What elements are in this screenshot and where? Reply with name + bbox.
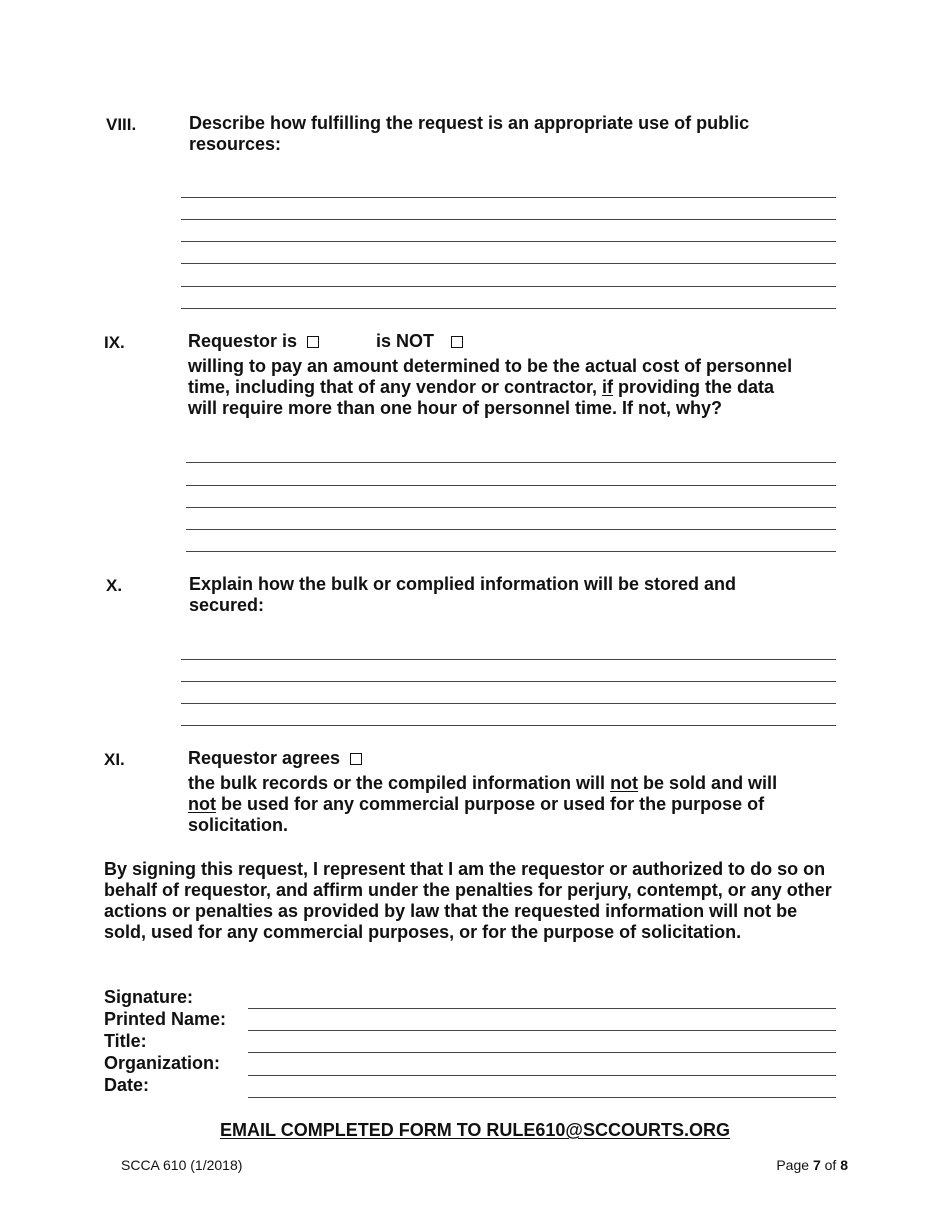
section-number-viii: VIII.	[106, 115, 137, 134]
title-line[interactable]	[248, 1052, 836, 1053]
answer-line[interactable]	[181, 703, 836, 704]
section-x-prompt: Explain how the bulk or complied information will be stored and secured:	[189, 574, 737, 615]
date-line[interactable]	[248, 1097, 836, 1098]
page-current: 7	[812, 1157, 821, 1173]
answer-line[interactable]	[186, 485, 836, 486]
section-xi-line-2	[188, 794, 848, 815]
answer-line[interactable]	[181, 681, 836, 682]
section-xi-line-1	[188, 773, 848, 794]
printed-name-line[interactable]	[248, 1030, 836, 1031]
signature-line[interactable]	[248, 1008, 836, 1009]
answer-line[interactable]	[186, 551, 836, 552]
email-notice-text: EMAIL COMPLETED FORM TO RULE610@SCCOURTS.ORG	[220, 1120, 730, 1140]
is-not-label: is NOT	[376, 331, 435, 351]
is-not-row	[376, 331, 463, 352]
section-number-x: X.	[106, 576, 123, 595]
organization-label: Organization:	[104, 1053, 220, 1073]
form-id: SCCA 610 (1/2018)	[121, 1157, 243, 1173]
answer-line[interactable]	[186, 462, 836, 463]
requestor-is-checkbox[interactable]	[307, 336, 319, 348]
section-xi-line-2-end: be used for any commercial purpose or used for the purpose of	[215, 794, 765, 814]
section-xi-line-3: solicitation.	[188, 815, 289, 835]
answer-line[interactable]	[181, 659, 836, 660]
page-total: 8	[840, 1157, 848, 1173]
underlined-not: not	[610, 773, 639, 793]
answer-line[interactable]	[181, 263, 836, 264]
date-label: Date:	[104, 1075, 150, 1095]
email-instruction	[0, 1120, 950, 1141]
requestor-agrees-checkbox[interactable]	[350, 753, 362, 765]
section-ix-line-3: will require more than one hour of personnel time. If not, why?	[188, 398, 723, 418]
section-ix-line-1: willing to pay an amount determined to be the actual cost of personnel	[188, 356, 793, 376]
section-ix-line-2-end: providing the data	[613, 377, 775, 397]
section-ix-line-2-start: time, including that of any vendor or contractor,	[188, 377, 603, 397]
section-number-xi: XI.	[104, 750, 125, 769]
underlined-if: if	[602, 377, 614, 397]
page-number	[776, 1157, 848, 1173]
organization-line[interactable]	[248, 1075, 836, 1076]
answer-line[interactable]	[186, 529, 836, 530]
section-xi-line-1-start: the bulk records or the compiled information will	[188, 773, 611, 793]
answer-line[interactable]	[181, 725, 836, 726]
answer-line[interactable]	[181, 241, 836, 242]
section-viii-prompt: Describe how fulfilling the request is an appropriate use of public resources:	[189, 113, 750, 154]
section-number-ix: IX.	[104, 333, 125, 352]
page-word: Page	[776, 1157, 810, 1173]
is-not-checkbox[interactable]	[451, 336, 463, 348]
requestor-agrees-row	[188, 748, 362, 769]
section-ix-text	[188, 356, 848, 419]
answer-line[interactable]	[181, 219, 836, 220]
title-label: Title:	[104, 1031, 147, 1051]
requestor-is-label: Requestor is	[188, 331, 298, 351]
answer-line[interactable]	[186, 507, 836, 508]
requestor-agrees-label: Requestor agrees	[188, 748, 341, 768]
underlined-not: not	[188, 794, 216, 814]
page-of: of	[824, 1157, 837, 1173]
section-ix-line-2	[188, 377, 848, 398]
section-xi-text	[188, 773, 848, 836]
answer-line[interactable]	[181, 197, 836, 198]
answer-line[interactable]	[181, 286, 836, 287]
answer-line[interactable]	[181, 308, 836, 309]
requestor-is-row	[188, 331, 319, 352]
section-xi-line-1-end: be sold and will	[638, 773, 778, 793]
affirmation-paragraph: By signing this request, I represent that I am the requestor or authorized to do so on behalf of requestor, and affirm under the penalties for perjury, contempt, or any other actions or penalties as provided by law that the requested information will not be sold, used for any commercial purposes, or for the purpose of solicitation.	[104, 859, 832, 942]
printed-name-label: Printed Name:	[104, 1009, 227, 1029]
signature-label: Signature:	[104, 987, 194, 1007]
